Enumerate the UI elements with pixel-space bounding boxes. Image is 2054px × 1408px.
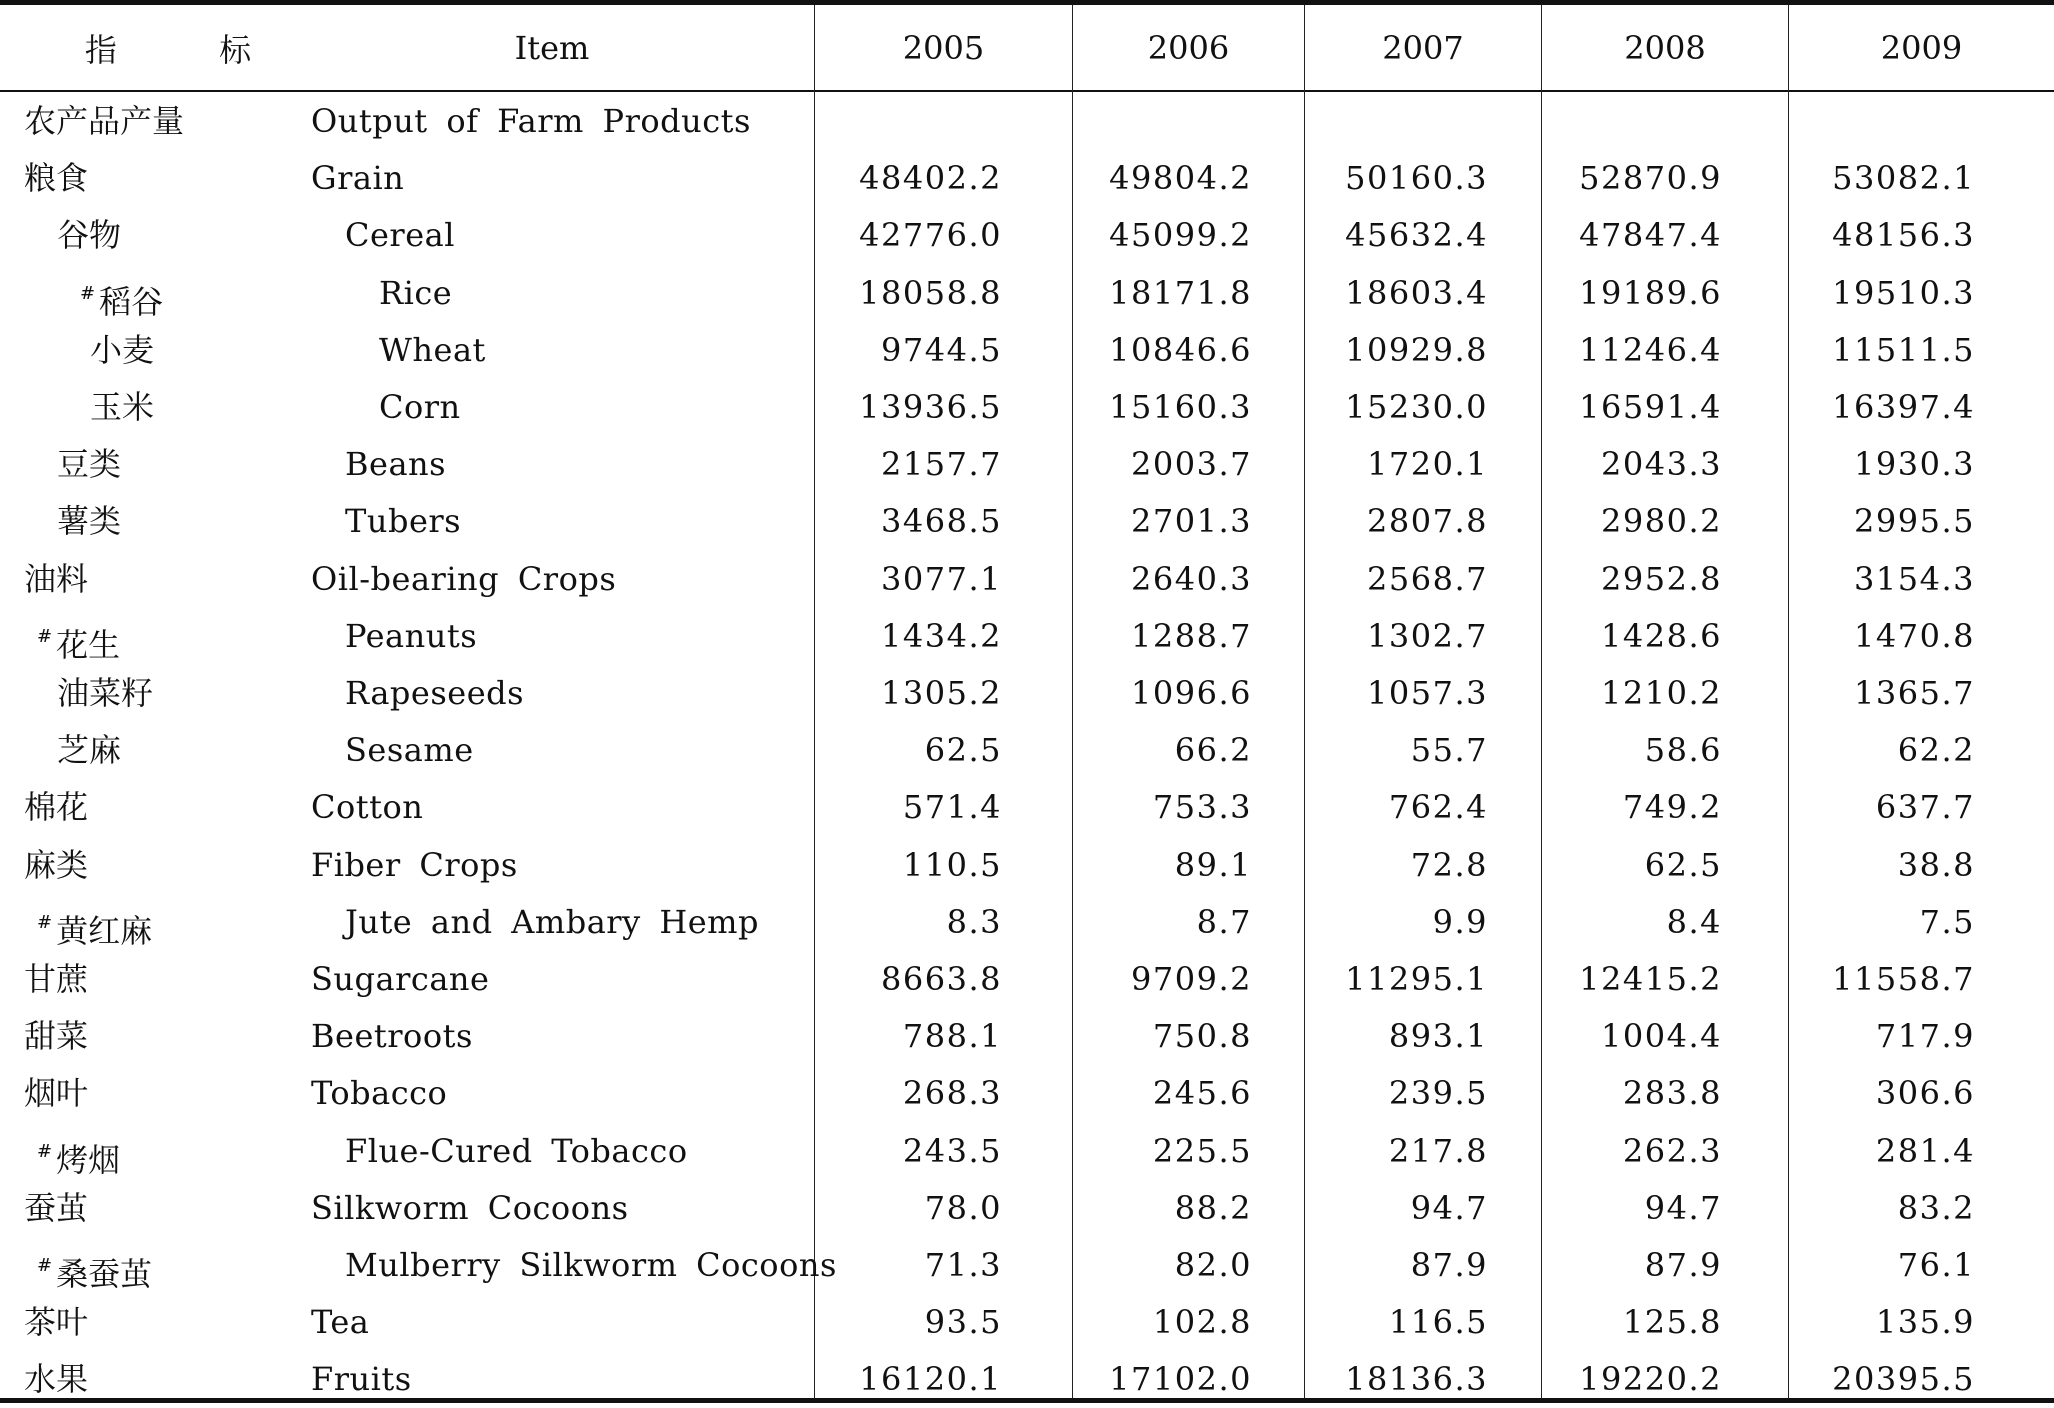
table-row: [0, 1294, 2054, 1351]
value-cell: 717.9: [1875, 1017, 1975, 1056]
indicator-cn-text: 甜菜: [24, 1017, 89, 1056]
indicator-cn-text: 麻类: [24, 845, 89, 884]
value-cell: 83.2: [1897, 1188, 1975, 1227]
indicator-cn-text: 甘蔗: [24, 960, 89, 998]
item-en: Grain: [311, 159, 405, 198]
table-row: [0, 1008, 2054, 1065]
value-cell: 2640.3: [1131, 559, 1252, 598]
table-row: [0, 1351, 2054, 1408]
indicator-cn-text: 农产品产量: [24, 102, 185, 140]
value-cell: 94.7: [1410, 1188, 1488, 1227]
value-cell: 38.8: [1897, 845, 1975, 884]
indicator-cn-text: 芝麻: [57, 731, 122, 770]
indicator-cn-text: 粮食: [24, 159, 89, 198]
value-cell: 18136.3: [1345, 1360, 1488, 1399]
value-cell: 1302.7: [1367, 616, 1488, 655]
value-cell: 1720.1: [1367, 445, 1488, 484]
value-cell: 8.3: [946, 902, 1002, 941]
value-cell: 89.1: [1174, 845, 1252, 884]
indicator-cn-text: 谷物: [57, 216, 122, 255]
value-cell: 571.4: [902, 788, 1002, 827]
value-cell: 87.9: [1644, 1246, 1722, 1284]
value-cell: 11295.1: [1345, 960, 1488, 998]
header-year-2006: 2006: [1147, 29, 1230, 67]
item-en: Jute and Ambary Hemp: [345, 902, 759, 941]
table-row: [0, 951, 2054, 1008]
value-cell: 62.5: [1644, 845, 1722, 884]
table-row: [0, 1065, 2054, 1122]
item-en: Rapeseeds: [345, 674, 525, 712]
indicator-cn-text: 水果: [24, 1360, 89, 1399]
table-row: [0, 93, 2054, 150]
item-en: Beans: [345, 445, 447, 484]
table-row: [0, 436, 2054, 493]
header-indicator: 指 标: [84, 31, 298, 69]
value-cell: 2157.7: [881, 445, 1002, 484]
value-cell: 1210.2: [1601, 674, 1722, 712]
indicator-cn-text: 棉花: [24, 788, 89, 827]
value-cell: 52870.9: [1579, 159, 1722, 198]
indicator-cn-text: 油料: [24, 559, 89, 598]
indicator-cn-text: 烟叶: [24, 1074, 89, 1113]
value-cell: 18171.8: [1109, 273, 1252, 312]
table-row: [0, 379, 2054, 436]
value-cell: 16591.4: [1579, 388, 1722, 426]
value-cell: 42776.0: [859, 216, 1002, 255]
value-cell: 93.5: [924, 1303, 1002, 1342]
value-cell: 1288.7: [1131, 616, 1252, 655]
indicator-cn-text: 薯类: [57, 502, 122, 541]
value-cell: 243.5: [902, 1131, 1002, 1170]
value-cell: 268.3: [902, 1074, 1002, 1113]
value-cell: 16120.1: [859, 1360, 1002, 1399]
item-en: Tobacco: [311, 1074, 448, 1113]
indicator-cn-text: 黄红麻: [56, 911, 153, 950]
value-cell: 2807.8: [1367, 502, 1488, 541]
value-cell: 283.8: [1622, 1074, 1722, 1113]
item-en: Oil-bearing Crops: [311, 559, 617, 598]
hash-mark: #: [80, 282, 96, 304]
value-cell: 306.6: [1875, 1074, 1975, 1113]
table-row: [0, 322, 2054, 379]
value-cell: 18058.8: [859, 273, 1002, 312]
value-cell: 116.5: [1388, 1303, 1488, 1342]
hash-mark: #: [37, 1255, 53, 1276]
value-cell: 753.3: [1152, 788, 1252, 827]
value-cell: 87.9: [1410, 1246, 1488, 1284]
indicator-cn-text: 烤烟: [56, 1140, 121, 1179]
value-cell: 125.8: [1622, 1303, 1722, 1342]
value-cell: 217.8: [1388, 1131, 1488, 1170]
value-cell: 762.4: [1388, 788, 1488, 827]
value-cell: 239.5: [1388, 1074, 1488, 1113]
indicator-cn-text: 茶叶: [24, 1303, 89, 1342]
value-cell: 1434.2: [881, 616, 1002, 655]
table-row: [0, 150, 2054, 207]
value-cell: 48402.2: [859, 159, 1002, 198]
table-row: [0, 665, 2054, 722]
value-cell: 50160.3: [1345, 159, 1488, 198]
hash-mark: #: [37, 625, 53, 647]
item-en: Peanuts: [345, 616, 478, 655]
indicator-cn-text: 花生: [56, 625, 121, 664]
item-en: Silkworm Cocoons: [311, 1188, 629, 1227]
value-cell: 9744.5: [881, 330, 1002, 369]
value-cell: 1365.7: [1854, 674, 1975, 712]
item-en: Beetroots: [311, 1017, 473, 1056]
value-cell: 2995.5: [1854, 502, 1975, 541]
indicator-cn-text: 蚕茧: [24, 1188, 89, 1227]
item-en: Mulberry Silkworm Cocoons: [345, 1246, 837, 1284]
value-cell: 1004.4: [1601, 1017, 1722, 1056]
value-cell: 637.7: [1875, 788, 1975, 827]
item-en: Fruits: [311, 1360, 412, 1399]
value-cell: 3154.3: [1854, 559, 1975, 598]
value-cell: 55.7: [1410, 731, 1488, 770]
value-cell: 62.5: [924, 731, 1002, 770]
value-cell: 1305.2: [881, 674, 1002, 712]
value-cell: 12415.2: [1579, 960, 1722, 998]
item-en: Cotton: [311, 788, 424, 827]
value-cell: 19510.3: [1832, 273, 1975, 312]
header-item: Item: [514, 29, 590, 67]
value-cell: 18603.4: [1345, 273, 1488, 312]
value-cell: 9709.2: [1131, 960, 1252, 998]
table-row: [0, 779, 2054, 836]
value-cell: 1096.6: [1131, 674, 1252, 712]
value-cell: 58.6: [1644, 731, 1722, 770]
value-cell: 94.7: [1644, 1188, 1722, 1227]
item-en: Flue-Cured Tobacco: [345, 1131, 688, 1170]
value-cell: 10846.6: [1109, 330, 1252, 369]
value-cell: 71.3: [924, 1246, 1002, 1284]
value-cell: 1057.3: [1367, 674, 1488, 712]
value-cell: 110.5: [902, 845, 1002, 884]
value-cell: 72.8: [1410, 845, 1488, 884]
table-row: [0, 722, 2054, 779]
hash-mark: #: [37, 1140, 53, 1162]
value-cell: 262.3: [1622, 1131, 1722, 1170]
table-row: [0, 493, 2054, 550]
table-row: [0, 551, 2054, 608]
item-en: Wheat: [379, 330, 486, 369]
value-cell: 2043.3: [1601, 445, 1722, 484]
value-cell: 8663.8: [881, 960, 1002, 998]
table-row: [0, 894, 2054, 951]
value-cell: 16397.4: [1832, 388, 1975, 426]
value-cell: 13936.5: [859, 388, 1002, 426]
value-cell: 8.7: [1196, 902, 1252, 941]
value-cell: 225.5: [1152, 1131, 1252, 1170]
value-cell: 9.9: [1432, 902, 1488, 941]
value-cell: 2952.8: [1601, 559, 1722, 598]
value-cell: 47847.4: [1579, 216, 1722, 255]
value-cell: 15160.3: [1109, 388, 1252, 426]
value-cell: [0, 93, 1975, 150]
item-en: Cereal: [345, 216, 455, 255]
table-row: [0, 1123, 2054, 1180]
value-cell: 53082.1: [1832, 159, 1975, 198]
header-year-2009: 2009: [1880, 29, 1963, 67]
value-cell: 2701.3: [1131, 502, 1252, 541]
value-cell: 245.6: [1152, 1074, 1252, 1113]
value-cell: 3468.5: [881, 502, 1002, 541]
value-cell: 1930.3: [1854, 445, 1975, 484]
header-year-2005: 2005: [902, 29, 985, 67]
item-en: Rice: [379, 273, 453, 312]
item-en: Fiber Crops: [311, 845, 518, 884]
table-row: [0, 207, 2054, 264]
value-cell: 788.1: [902, 1017, 1002, 1056]
value-cell: 78.0: [924, 1188, 1002, 1227]
value-cell: 8.4: [1666, 902, 1722, 941]
item-en: Corn: [379, 388, 461, 426]
value-cell: 893.1: [1388, 1017, 1488, 1056]
value-cell: 2980.2: [1601, 502, 1722, 541]
value-cell: 11246.4: [1579, 330, 1722, 369]
value-cell: 3077.1: [881, 559, 1002, 598]
value-cell: 2568.7: [1367, 559, 1488, 598]
value-cell: 88.2: [1174, 1188, 1252, 1227]
value-cell: 82.0: [1174, 1246, 1252, 1284]
item-en: Tubers: [345, 502, 462, 541]
value-cell: 20395.5: [1832, 1360, 1975, 1399]
value-cell: 749.2: [1622, 788, 1722, 827]
item-en: Output of Farm Products: [311, 102, 751, 140]
item-en: Sesame: [345, 731, 474, 770]
value-cell: 11558.7: [1832, 960, 1975, 998]
value-cell: 45099.2: [1109, 216, 1252, 255]
table-row: [0, 265, 2054, 322]
value-cell: 49804.2: [1109, 159, 1252, 198]
value-cell: 750.8: [1152, 1017, 1252, 1056]
value-cell: 102.8: [1152, 1303, 1252, 1342]
indicator-cn-text: 油菜籽: [57, 674, 154, 712]
value-cell: 62.2: [1897, 731, 1975, 770]
value-cell: 281.4: [1875, 1131, 1975, 1170]
value-cell: 45632.4: [1345, 216, 1488, 255]
value-cell: 19189.6: [1579, 273, 1722, 312]
indicator-cn-text: 桑蚕茧: [56, 1255, 153, 1293]
value-cell: 1428.6: [1601, 616, 1722, 655]
value-cell: 135.9: [1875, 1303, 1975, 1342]
value-cell: 11511.5: [1832, 330, 1975, 369]
value-cell: 10929.8: [1345, 330, 1488, 369]
indicator-cn-text: 玉米: [90, 388, 155, 426]
value-cell: 2003.7: [1131, 445, 1252, 484]
indicator-cn-text: 豆类: [57, 445, 122, 484]
hash-mark: #: [37, 911, 53, 933]
header-year-2007: 2007: [1382, 29, 1464, 67]
value-cell: 48156.3: [1832, 216, 1975, 255]
item-en: Tea: [311, 1303, 370, 1342]
table-row: [0, 608, 2054, 665]
table-row: [0, 837, 2054, 894]
value-cell: 17102.0: [1109, 1360, 1252, 1399]
value-cell: 15230.0: [1345, 388, 1488, 426]
indicator-cn-text: 小麦: [90, 330, 155, 369]
table-row: [0, 1237, 2054, 1294]
item-en: Sugarcane: [311, 960, 490, 998]
header-year-2008: 2008: [1624, 29, 1706, 67]
value-cell: 7.5: [1919, 902, 1975, 941]
table-row: [0, 1180, 2054, 1237]
value-cell: 19220.2: [1579, 1360, 1722, 1399]
value-cell: 1470.8: [1854, 616, 1975, 655]
value-cell: 76.1: [1897, 1246, 1975, 1284]
value-cell: 66.2: [1174, 731, 1252, 770]
indicator-cn-text: 稻谷: [99, 282, 164, 321]
